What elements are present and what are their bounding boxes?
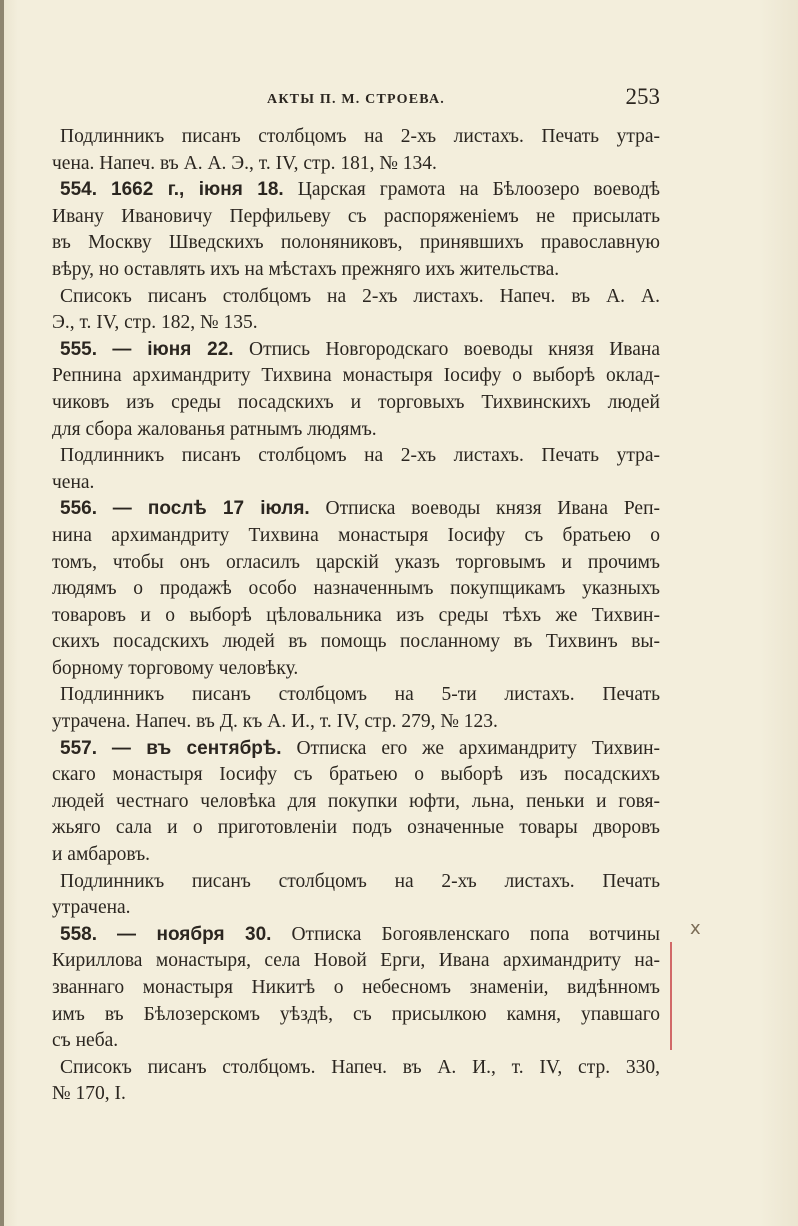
text-line: въ Москву Шведскихъ полоняниковъ, принявшихъ православную [52, 232, 660, 254]
entry-number: 554. [60, 179, 97, 201]
margin-note: х [690, 918, 701, 939]
text-line: утрачена. [52, 897, 131, 919]
text-line: утрачена. Напеч. въ Д. къ А. И., т. IV, стр. 279, № 123. [52, 711, 498, 733]
text-line: № 170, I. [52, 1083, 126, 1105]
text-line: чена. [52, 471, 95, 493]
text-line: Подлинникъ писанъ столбцомъ на 2-хъ листахъ. Печать [60, 870, 660, 892]
source-note [52, 443, 660, 496]
entry-text: Царская грамота на Бѣлоозеро воеводѣ [297, 179, 660, 201]
text-line: Ивану Ивановичу Перфильеву съ распоряженіемъ не присылать [52, 205, 660, 227]
text-line: Э., т. IV, стр. 182, № 135. [52, 312, 258, 334]
text-line: и амбаровъ. [52, 844, 151, 866]
page-header [52, 84, 660, 114]
page-body [52, 124, 660, 1108]
entry-number: 557. [60, 737, 97, 759]
entry-date: — іюня 22. [112, 338, 234, 360]
text-line [52, 922, 660, 949]
text-line: жьяго сала и о приготовленіи подъ означенные товары дворовъ [52, 817, 660, 839]
text-line: скаго монастыря Іосифу съ братьею о выборѣ изъ посадскихъ [52, 764, 660, 786]
text-line: людей честнаго человѣка для покупки юфти, льна, пеньки и говя- [52, 790, 660, 812]
source-note [52, 124, 660, 177]
text-line: томъ, чтобы онъ огласилъ царскій указъ торговымъ и прочимъ [52, 551, 660, 573]
text-line [52, 177, 660, 204]
entry-text: Отписка Богоявленскаго попа вотчины [291, 923, 661, 945]
margin-pencil-line [670, 942, 672, 1050]
text-line: людямъ о продажѣ особо назначеннымъ покупщикамъ указныхъ [52, 578, 660, 600]
running-head: АКТЫ П. М. СТРОЕВА. [267, 92, 445, 107]
document-entry [52, 496, 660, 682]
source-note [52, 284, 660, 337]
document-entry [52, 337, 660, 443]
document-entry [52, 736, 660, 869]
text-line: Списокъ писанъ столбцомъ на 2-хъ листахъ. Напеч. въ А. А. [60, 285, 660, 307]
text-line: нина архимандриту Тихвина монастыря Іосифу съ братьею о [52, 524, 660, 546]
text-line: съ неба. [52, 1030, 119, 1052]
source-note [52, 869, 660, 922]
document-entry [52, 922, 660, 1055]
entry-number: 555. [60, 338, 97, 360]
text-line: скихъ посадскихъ людей въ помощь посланному въ Тихвинъ вы- [52, 631, 660, 653]
text-line [52, 736, 660, 763]
text-line: товаровъ и о выборѣ цѣловальника изъ среды тѣхъ же Тихвин- [52, 604, 660, 626]
entry-number: 558. [60, 923, 97, 945]
text-line: Списокъ писанъ столбцомъ. Напеч. въ А. И., т. IV, стр. 330, [60, 1056, 660, 1078]
entry-text: Отписка его же архимандриту Тихвин- [296, 737, 661, 759]
text-line: вѣру, но оставлять ихъ на мѣстахъ прежняго ихъ жительства. [52, 258, 560, 280]
text-line: чиковъ изъ среды посадскихъ и торговыхъ Тихвинскихъ людей [52, 391, 660, 413]
text-line [52, 337, 660, 364]
text-line [52, 496, 660, 523]
text-line: Репнина архимандриту Тихвина монастыря Іосифу о выборѣ оклад- [52, 365, 660, 387]
source-note [52, 682, 660, 735]
entry-date: — въ сентябрѣ. [111, 737, 282, 759]
text-line: званнаго монастыря Никитѣ о небесномъ знаменіи, видѣнномъ [52, 977, 660, 998]
entry-date: — ноября 30. [117, 923, 272, 945]
source-note [52, 1055, 660, 1108]
text-line: имъ въ Бѣлозерскомъ уѣздѣ, съ присылкою камня, упавшаго [52, 1003, 660, 1025]
text-line: Подлинникъ писанъ столбцомъ на 2-хъ листахъ. Печать утра- [60, 126, 660, 147]
page-spine-edge [0, 0, 4, 1226]
entry-date: 1662 г., іюня 18. [111, 179, 284, 201]
text-line: для сбора жалованья ратнымъ людямъ. [52, 418, 377, 440]
text-line: Кириллова монастыря, села Новой Ерги, Ивана архимандриту на- [52, 950, 660, 972]
text-line: Подлинникъ писанъ столбцомъ на 2-хъ листахъ. Печать утра- [60, 445, 660, 467]
entry-date: — послѣ 17 іюля. [112, 498, 310, 520]
text-line: борному торговому человѣку. [52, 657, 299, 679]
entry-text: Отпись Новгородскаго воеводы князя Ивана [249, 338, 661, 360]
text-line: Подлинникъ писанъ столбцомъ на 5-ти листахъ. Печать [60, 684, 660, 706]
text-line: чена. Напеч. въ А. А. Э., т. IV, стр. 181, № 134. [52, 152, 437, 174]
entry-text: Отписка воеводы князя Ивана Реп- [325, 498, 661, 520]
page-number: 253 [625, 84, 660, 109]
entry-number: 556. [60, 498, 97, 520]
document-entry [52, 177, 660, 283]
